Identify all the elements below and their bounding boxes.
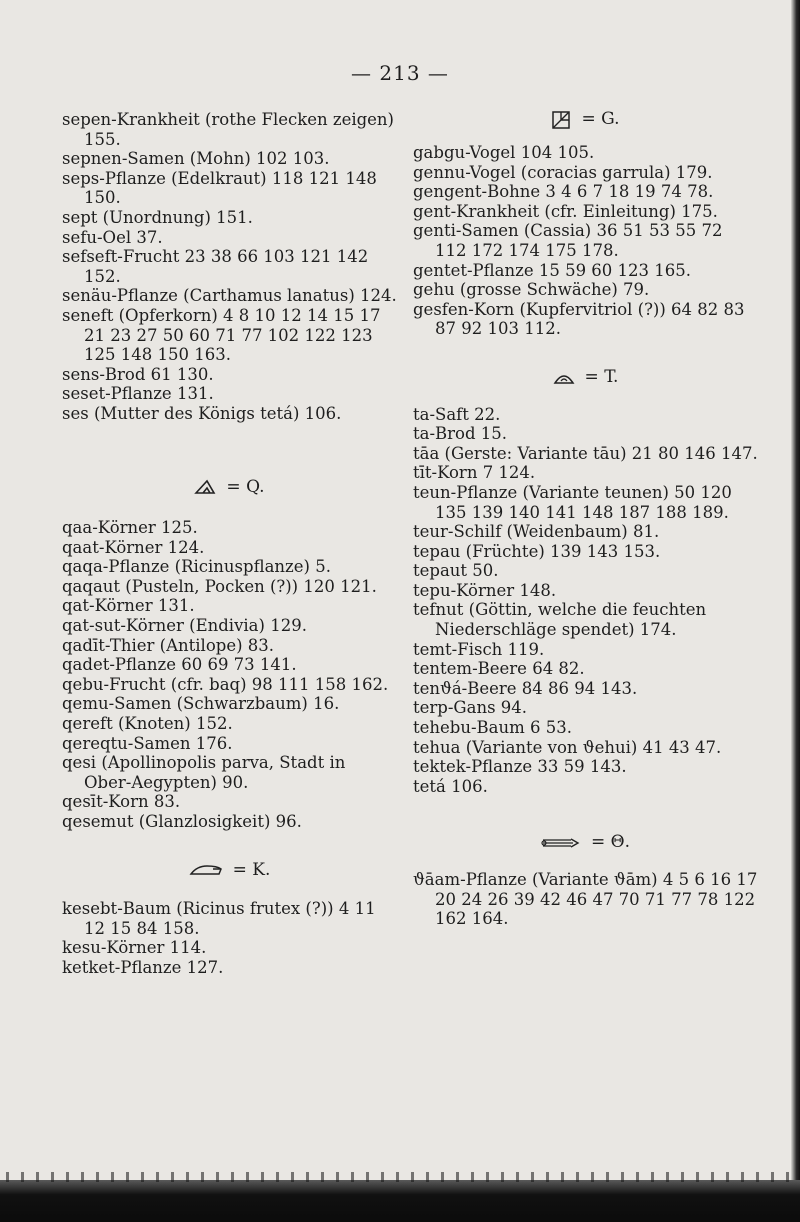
index-entry: qat-sut-Körner (Endivia) 129. (62, 616, 307, 636)
tethering-rope-icon (541, 837, 581, 849)
section-heading-label: = Θ. (591, 832, 630, 853)
section-heading-label: = G. (581, 109, 620, 130)
index-entry: ta-Saft 22. (413, 404, 501, 424)
index-entry: qaa-Körner 125. (62, 518, 198, 538)
index-entry: tepaut 50. (413, 561, 499, 581)
th-entries (413, 870, 758, 929)
index-entry: seneft (Opferkorn) 4 8 10 12 14 15 17 21 23 27 50 60 71 77 102 122 123 125 148 150 163. (62, 305, 381, 365)
index-entry: ta-Brod 15. (413, 424, 508, 444)
index-entry: qaqaut (Pusteln, Pocken (?)) 120 121. (62, 576, 377, 596)
index-entry: ϑāam-Pflanze (Variante ϑām) 4 5 6 16 17 20 24 26 39 42 46 47 70 71 77 78 122 162 164. (413, 870, 758, 929)
index-entry: qebu-Frucht (cfr. baq) 98 111 158 162. (62, 674, 389, 694)
index-entry: qaat-Körner 124. (62, 537, 205, 557)
index-entry: qadet-Pflanze 60 69 73 141. (62, 655, 297, 675)
section-heading-label: = K. (232, 859, 271, 880)
index-entry: ses (Mutter des Königs tetá) 106. (62, 403, 342, 423)
section-heading-label: = Q. (226, 476, 265, 497)
g-entries (413, 143, 758, 339)
index-entry: qereqtu-Samen 176. (62, 733, 233, 753)
index-entry: senäu-Pflanze (Carthamus lanatus) 124. (62, 286, 397, 306)
section-heading-q (62, 478, 397, 498)
q-entries (62, 518, 397, 832)
index-entry: tefnut (Göttin, welche die feuchten Niederschläge spendet) 174. (413, 600, 707, 640)
bread-loaf-icon (553, 371, 575, 385)
k-entries (62, 899, 397, 977)
index-entry: sefu-Oel 37. (62, 227, 163, 247)
index-entry: qesemut (Glanzlosigkeit) 96. (62, 812, 302, 831)
index-entry: teur-Schilf (Weidenbaum) 81. (413, 522, 660, 542)
index-entry: gesfen-Korn (Kupfervitriol (?)) 64 82 83 87 92 103 112. (413, 299, 745, 339)
index-entry: gentet-Pflanze 15 59 60 123 165. (413, 260, 692, 280)
index-entry: sepen-Krankheit (rothe Flecken zeigen) 155. (62, 110, 394, 149)
index-entry: tentem-Beere 64 82. (413, 659, 585, 679)
index-entry: qesi (Apollinopolis parva, Stadt in Ober-Aegypten) 90. (62, 753, 346, 792)
index-entry: gengent-Bohne 3 4 6 7 18 19 74 78. (413, 182, 714, 202)
index-entry: kesebt-Baum (Ricinus frutex (?)) 4 11 12 15 84 158. (62, 899, 376, 938)
index-entry: qadīt-Thier (Antilope) 83. (62, 635, 275, 655)
index-entry: qemu-Samen (Schwarzbaum) 16. (62, 694, 340, 714)
index-entry: tektek-Pflanze 33 59 143. (413, 757, 627, 777)
index-entry: seset-Pflanze 131. (62, 384, 214, 404)
index-entry: terp-Gans 94. (413, 698, 528, 718)
section-heading-label: = T. (584, 366, 619, 387)
page-edge-shadow (791, 0, 800, 1222)
index-entry: seps-Pflanze (Edelkraut) 118 121 148 150. (62, 168, 377, 208)
index-entry: tepau (Früchte) 139 143 153. (413, 541, 661, 561)
index-entry: sefseft-Frucht 23 38 66 103 121 142 152. (62, 247, 369, 286)
index-entry: tehua (Variante von ϑehui) 41 43 47. (413, 737, 722, 757)
jar-stand-icon (551, 110, 571, 130)
index-entry: genti-Samen (Cassia) 36 51 53 55 72 112 172 174 175 178. (413, 221, 723, 260)
index-entry: gennu-Vogel (coracias garrula) 179. (413, 162, 713, 182)
triangle-hill-icon (194, 479, 216, 495)
t-entries (413, 405, 758, 797)
index-entry: sens-Brod 61 130. (62, 364, 214, 384)
section-heading-th (413, 833, 758, 853)
right-column (413, 110, 758, 929)
index-entry: ketket-Pflanze 127. (62, 957, 224, 977)
index-entry: tepu-Körner 148. (413, 580, 557, 600)
index-entry: tetá 106. (413, 776, 488, 796)
s-entries (62, 110, 397, 424)
section-heading-k (62, 861, 397, 881)
index-entry: tehebu-Baum 6 53. (413, 718, 573, 738)
index-entry: qesīt-Korn 83. (62, 792, 181, 812)
index-entry: teun-Pflanze (Variante teunen) 50 120 135 139 140 141 148 187 188 189. (413, 482, 732, 522)
index-entry: tīt-Korn 7 124. (413, 463, 536, 483)
index-entry: gabgu-Vogel 104 105. (413, 143, 595, 162)
index-entry: kesu-Körner 114. (62, 938, 207, 958)
left-column (62, 110, 397, 978)
index-entry: sepnen-Samen (Mohn) 102 103. (62, 149, 330, 169)
section-heading-g (413, 110, 758, 130)
scan-bottom-border (0, 1180, 800, 1222)
index-entry: qaqa-Pflanze (Ricinuspflanze) 5. (62, 557, 331, 577)
index-entry: gehu (grosse Schwäche) 79. (413, 280, 650, 300)
index-entry: gent-Krankheit (cfr. Einleitung) 175. (413, 201, 718, 221)
index-entry: tenϑá-Beere 84 86 94 143. (413, 678, 638, 698)
index-entry: tāa (Gerste: Variante tāu) 21 80 146 147. (413, 443, 758, 463)
basket-handle-icon (189, 863, 223, 877)
index-entry: qat-Körner 131. (62, 596, 195, 616)
page-number: — 213 — (351, 61, 449, 85)
index-entry: qereft (Knoten) 152. (62, 714, 233, 734)
index-entry: sept (Unordnung) 151. (62, 207, 253, 227)
section-heading-t (413, 368, 758, 388)
index-entry: temt-Fisch 119. (413, 639, 545, 659)
